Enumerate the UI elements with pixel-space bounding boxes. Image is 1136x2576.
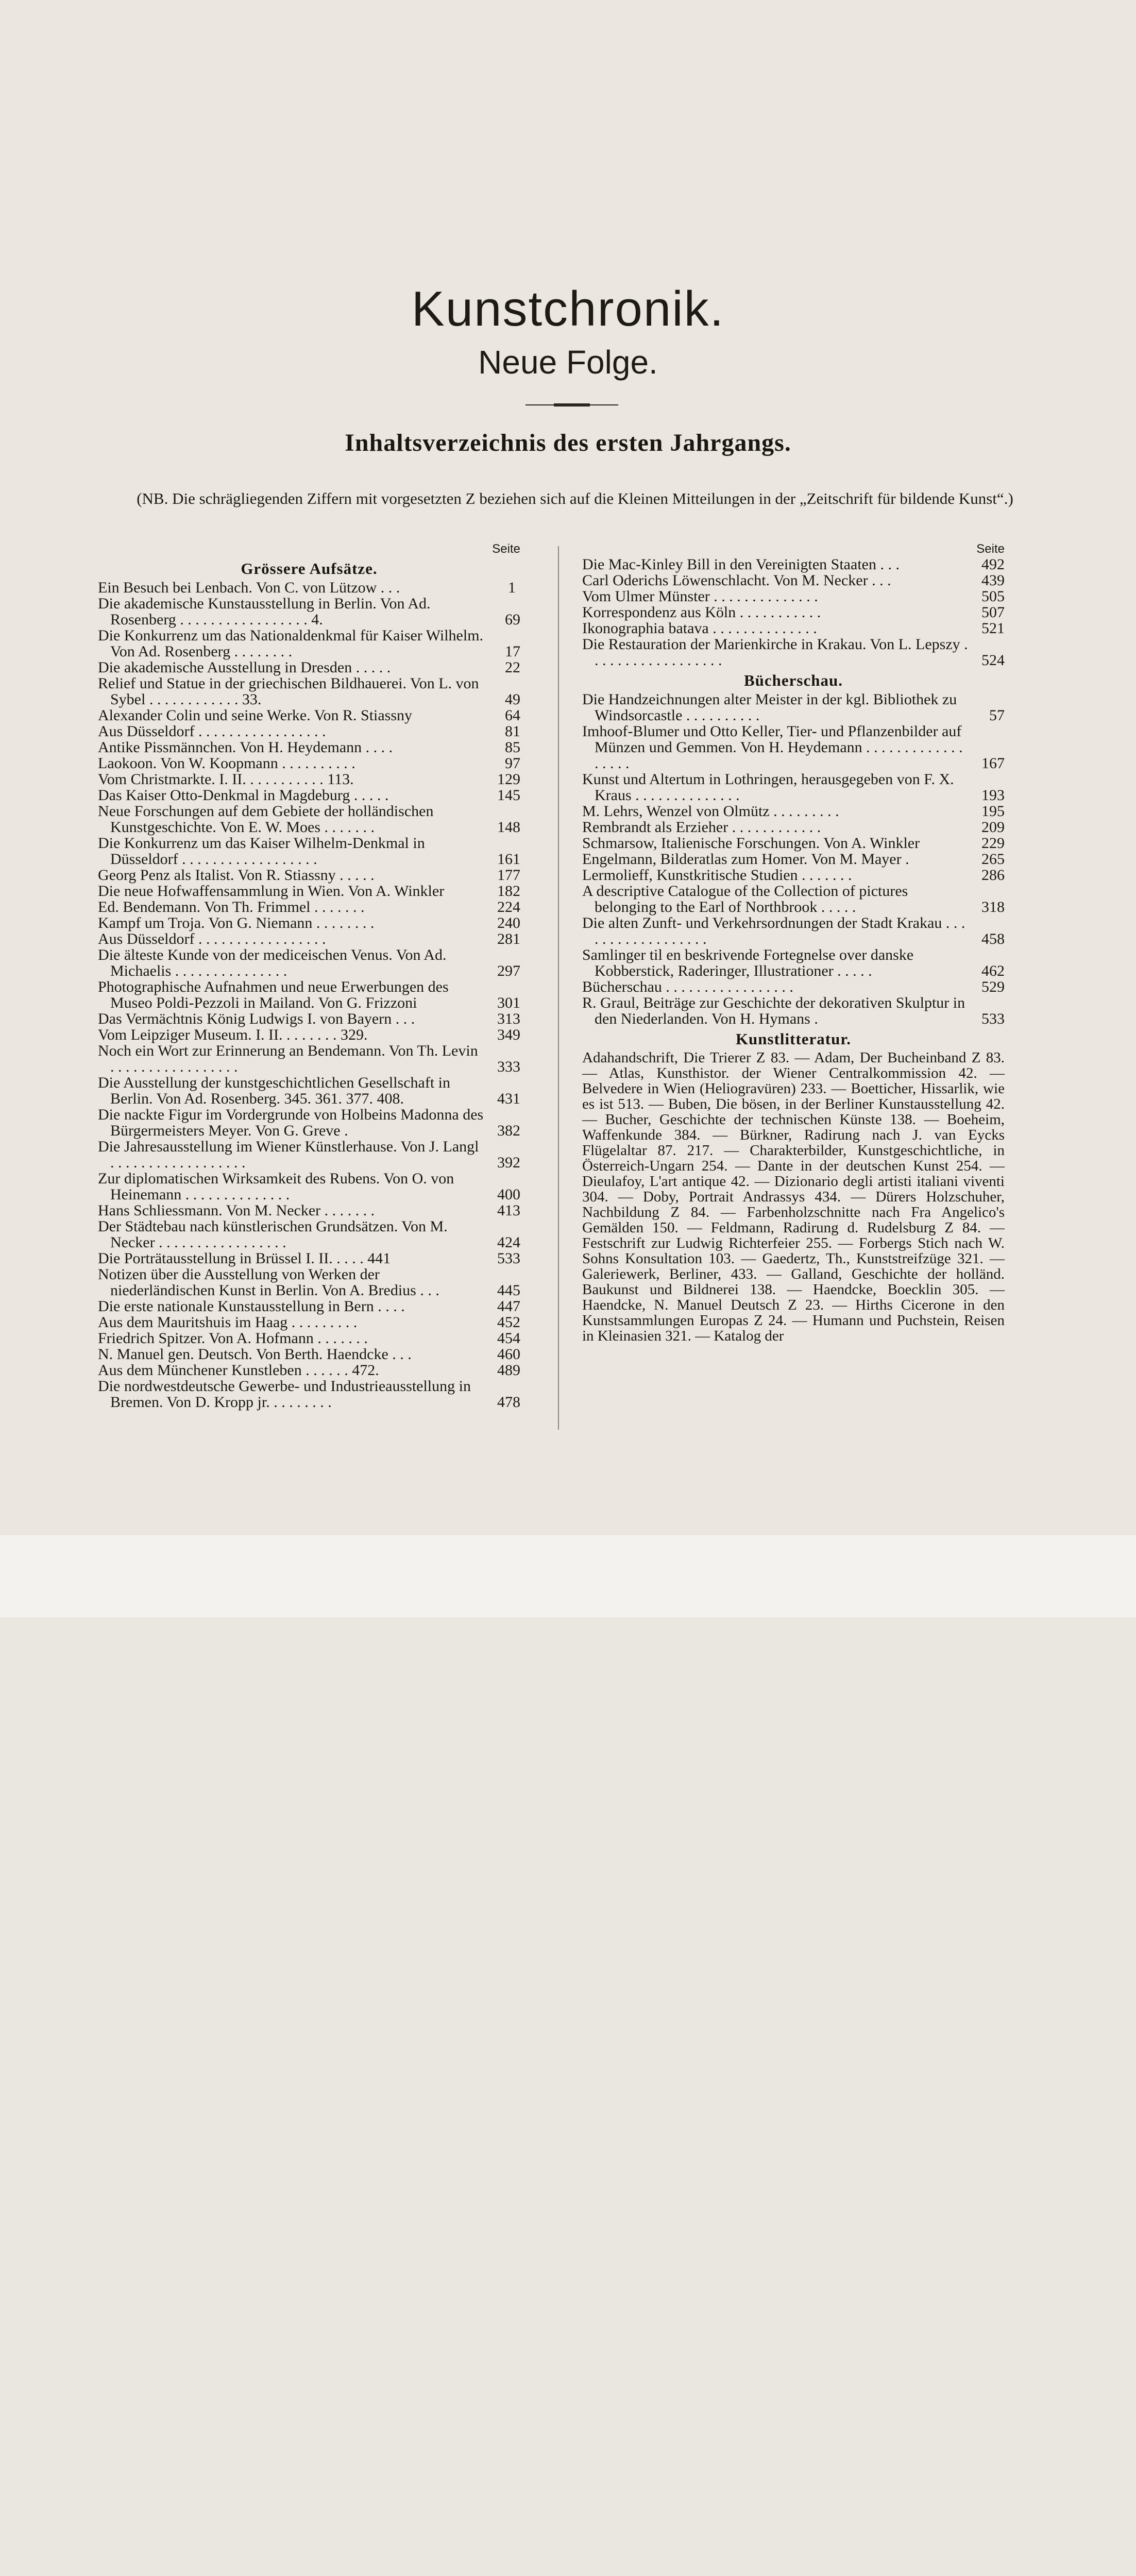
toc-entry (98, 1266, 520, 1298)
book-entry-list (582, 691, 1005, 1027)
entry-page-number: 349 (497, 1026, 520, 1043)
entry-title: Die akademische Ausstellung in Dresden . . . . . (98, 659, 391, 676)
entry-page-number: 413 (497, 1202, 520, 1219)
book-entry (582, 803, 1005, 819)
toc-entry (98, 723, 520, 739)
entry-title: Kampf um Troja. Von G. Niemann . . . . . . . . (98, 914, 375, 931)
toc-heading: Inhaltsverzeichnis des ersten Jahrgangs. (345, 429, 791, 456)
entry-title: Laokoon. Von W. Koopmann . . . . . . . . . . (98, 755, 355, 772)
entry-title: Georg Penz als Italist. Von R. Stiassny . . . . . (98, 867, 375, 884)
entry-title: Carl Oderichs Löwenschlacht. Von M. Necker . . . (582, 572, 891, 589)
entry-title: Die älteste Kunde von der mediceischen Venus. Von Ad. Michaelis . . . . . . . . . . . . . . . (98, 946, 447, 979)
entry-title: Vom Ulmer Münster . . . . . . . . . . . . . . (582, 588, 818, 605)
entry-title: Die akademische Kunstausstellung in Berlin. Von Ad. Rosenberg . . . . . . . . . . . . . . . . . 4. (98, 595, 431, 628)
book-entry (582, 851, 1005, 867)
entry-page-number: 454 (497, 1330, 520, 1347)
entry-page-number: 524 (981, 652, 1005, 669)
entry-title: Die Ausstellung der kunstgeschichtlichen Gesellschaft in Berlin. Von Ad. Rosenberg. 345. 361. 377. 408. (98, 1074, 451, 1107)
toc-note: (NB. Die schrägliegenden Ziffern mit vorgesetzten Z beziehen sich auf die Kleinen Mitteilungen in der „Zeitschrift für bildende Kunst“.) (137, 489, 1013, 507)
entry-page-number: 392 (497, 1154, 520, 1171)
book-entry (582, 915, 1005, 947)
entry-page-number: 313 (497, 1010, 520, 1027)
toc-entry (582, 604, 1005, 620)
toc-entry (98, 1330, 520, 1346)
toc-entry (98, 883, 520, 899)
entry-title: Schmarsow, Italienische Forschungen. Von A. Winkler (582, 835, 920, 852)
toc-entry (98, 787, 520, 803)
entry-page-number: 492 (981, 556, 1005, 573)
book-entry (582, 867, 1005, 883)
entry-title: Alexander Colin und seine Werke. Von R. Stiassny (98, 707, 413, 724)
toc-entry (98, 931, 520, 947)
entry-page-number: 49 (505, 691, 520, 708)
entry-page-number: 286 (981, 867, 1005, 884)
entry-title: Der Städtebau nach künstlerischen Grundsätzen. Von M. Necker . . . . . . . . . . . . . . . . . (98, 1218, 448, 1251)
entry-page-number: 529 (981, 978, 1005, 995)
toc-entry (98, 1250, 520, 1266)
book-entry (582, 819, 1005, 835)
entry-title: R. Graul, Beiträge zur Geschichte der dekorativen Skulptur in den Niederlanden. Von H. Hymans . (582, 994, 965, 1027)
right-column (582, 541, 1005, 1344)
entry-page-number: 505 (981, 588, 1005, 605)
entry-page-number: 533 (497, 1250, 520, 1267)
toc-entry (98, 979, 520, 1011)
entry-title: Neue Forschungen auf dem Gebiete der holländischen Kunstgeschichte. Von E. W. Moes . . . . . . . (98, 803, 434, 836)
entry-page-number: 161 (497, 851, 520, 868)
entry-title: Engelmann, Bilderatlas zum Homer. Von M. Mayer . (582, 851, 909, 868)
entry-page-number: 85 (505, 739, 520, 756)
entry-title: Imhoof-Blumer und Otto Keller, Tier- und Pflanzenbilder auf Münzen und Gemmen. Von H. Heydemann . . . . . . . . . . . . . . . . . . (582, 723, 963, 772)
entry-title: Ikonographia batava . . . . . . . . . . . . . . (582, 620, 817, 637)
entry-title: Noch ein Wort zur Erinnerung an Bendemann. Von Th. Levin . . . . . . . . . . . . . . . . . (98, 1042, 478, 1075)
entry-title: A descriptive Catalogue of the Collection of pictures belonging to the Earl of Northbrook . . . . . (582, 883, 908, 916)
entry-title: Samlinger til en beskrivende Fortegnelse over danske Kobberstick, Raderinger, Illustrationer . . . . . (582, 946, 914, 979)
entry-page-number: 57 (989, 707, 1005, 724)
entry-title: Friedrich Spitzer. Von A. Hofmann . . . . . . . (98, 1330, 368, 1347)
entry-page-number: 460 (497, 1346, 520, 1363)
toc-entry (582, 588, 1005, 604)
entry-page-number: 182 (497, 883, 520, 900)
section-heading-buecherschau: Bücherschau. (744, 671, 843, 689)
entry-title: Korrespondenz aus Köln . . . . . . . . . . . (582, 604, 821, 621)
entry-page-number: 462 (981, 962, 1005, 979)
journal-title: Kunstchronik. (411, 281, 725, 336)
toc-entry (98, 1346, 520, 1362)
entry-page-number: 129 (497, 771, 520, 788)
entry-title: Aus Düsseldorf . . . . . . . . . . . . . . . . . (98, 723, 326, 740)
entry-page-number: 382 (497, 1122, 520, 1139)
book-entry (582, 995, 1005, 1027)
entry-title: Lermolieff, Kunstkritische Studien . . . . . . . (582, 867, 852, 884)
toc-entry (98, 707, 520, 723)
toc-entry (98, 1314, 520, 1330)
toc-entry (98, 803, 520, 835)
entry-title: Das Kaiser Otto-Denkmal in Magdeburg . . . . . (98, 787, 389, 804)
entry-title: Relief und Statue in der griechischen Bildhauerei. Von L. von Sybel . . . . . . . . . . . . 33. (98, 675, 479, 708)
entry-page-number: 318 (981, 899, 1005, 916)
toc-entry (98, 1139, 520, 1171)
toc-entry (98, 915, 520, 931)
entry-title: Aus dem Mauritshuis im Haag . . . . . . . . . (98, 1314, 358, 1331)
right-entry-list (582, 556, 1005, 668)
entry-page-number: 97 (505, 755, 520, 772)
entry-page-number: 281 (497, 930, 520, 947)
toc-entry (582, 620, 1005, 636)
entry-title: Hans Schliessmann. Von M. Necker . . . . . . . (98, 1202, 375, 1219)
entry-page-number: 452 (497, 1314, 520, 1331)
title-rule-accent (554, 403, 590, 406)
entry-title: Die alten Zunft- und Verkehrsordnungen der Stadt Krakau . . . . . . . . . . . . . . . . . . (582, 914, 965, 947)
entry-page-number: 145 (497, 787, 520, 804)
toc-entry (98, 1027, 520, 1043)
book-entry (582, 723, 1005, 771)
entry-page-number: 177 (497, 867, 520, 884)
toc-entry (98, 1378, 520, 1410)
entry-page-number: 489 (497, 1362, 520, 1379)
book-entry (582, 771, 1005, 803)
entry-title: Die Konkurrenz um das Nationaldenkmal für Kaiser Wilhelm. Von Ad. Rosenberg . . . . . . . . (98, 627, 484, 660)
book-entry (582, 691, 1005, 723)
toc-entry (98, 1043, 520, 1075)
entry-title: Die nordwestdeutsche Gewerbe- und Industrieausstellung in Bremen. Von D. Kropp jr. . . . . . . . . (98, 1378, 471, 1411)
entry-page-number: 22 (505, 659, 520, 676)
entry-page-number: 193 (981, 787, 1005, 804)
entry-page-number: 400 (497, 1186, 520, 1203)
toc-entry (98, 675, 520, 707)
entry-title: Die Konkurrenz um das Kaiser Wilhelm-Denkmal in Düsseldorf . . . . . . . . . . . . . . . . . . (98, 835, 425, 868)
entry-page-number: 507 (981, 604, 1005, 621)
footer-bar (0, 1535, 1136, 1617)
toc-entry (98, 755, 520, 771)
entry-title: Photographische Aufnahmen und neue Erwerbungen des Museo Poldi-Pezzoli in Mailand. Von G. Frizzoni (98, 978, 449, 1011)
toc-entry: Ein Besuch bei Lenbach. Von C. von Lützow . . . 1 (98, 579, 516, 596)
entry-page-number: 478 (497, 1394, 520, 1411)
toc-entry (98, 596, 520, 628)
kunstlitteratur-text: Adahandschrift, Die Trierer Z 83. — Adam, Der Bucheinband Z 83. — Atlas, Kunsthistor. der Wiener Centralkommission 42. — Belvedere in Wien (Heliogravüren) 233. — Boetticher, Hissarlik, wie es ist 513. — Buben, Die bösen, in der Berliner Kunstausstellung 42. — Bucher, Geschichte der technischen Künste 138. — Boeheim, Waffenkunde 384. — Bürkner, Radirung nach J. van Eycks Flügelaltar 87. 217. — Charakterbilder, Kunstgeschichtliche, in Österreich-Ungarn 254. — Dante in der deutschen Kunst 254. — Dieulafoy, L'art antique 42. — Dizionario degli artisti italiani viventi 304. — Doby, Portrait Andrassys 434. — Dürers Holzschuher, Nachbildung Z 84. — Farbenholzschnitte nach Fra Angelico's Gemälden 150. — Feldmann, Radirung d. Rudelsburg Z 84. — Festschrift zur Ludwig Richterfeier 255. — Forbergs Stich nach W. Sohns Konsultation 103. — Gaedertz, Th., Kunststreifzüge 321. — Galeriewerk, Berliner, 433. — Galland, Geschichte der holländ. Baukunst und Bildnerei 138. — Haendcke, Boecklin 305. — Haendcke, N. Manuel Deutsch Z 23. — Hirths Cicerone in den Kunstsammlungen Europas Z 24. — Humann und Puchstein, Reisen in Kleinasien 321. — Katalog der (582, 1049, 1005, 1344)
book-entry (582, 947, 1005, 979)
entry-title: Kunst und Altertum in Lothringen, herausgegeben von F. X. Kraus . . . . . . . . . . . . . . (582, 771, 954, 804)
entry-title: Vom Christmarkte. I. II. . . . . . . . . . . 113. (98, 771, 354, 788)
entry-title: Notizen über die Ausstellung von Werken der niederländischen Kunst in Berlin. Von A. Bredius . . . (98, 1266, 439, 1299)
toc-entry (98, 1171, 520, 1202)
entry-title: Ein Besuch bei Lenbach. Von C. von Lützow . . . (98, 579, 400, 596)
entry-title: Aus dem Münchener Kunstleben . . . . . . 472. (98, 1362, 379, 1379)
toc-entry (98, 1202, 520, 1218)
entry-page-number: 69 (505, 611, 520, 628)
toc-entry (582, 556, 1005, 572)
toc-entry (582, 572, 1005, 588)
toc-entry (98, 659, 520, 675)
journal-subtitle: Neue Folge. (478, 344, 658, 381)
entry-page-number: 458 (981, 930, 1005, 947)
entry-page-number: 301 (497, 994, 520, 1011)
left-column (98, 541, 520, 1410)
entry-page-number: 209 (981, 819, 1005, 836)
entry-title: Die erste nationale Kunstausstellung in Bern . . . . (98, 1298, 405, 1315)
column-divider (558, 546, 559, 1430)
entry-page-number: 148 (497, 819, 520, 836)
entry-title: Die neue Hofwaffensammlung in Wien. Von A. Winkler (98, 883, 445, 900)
entry-title: Bücherschau . . . . . . . . . . . . . . . . . (582, 978, 793, 995)
entry-title: N. Manuel gen. Deutsch. Von Berth. Haendcke . . . (98, 1346, 412, 1363)
seite-label-left: Seite (492, 542, 520, 556)
toc-entry (98, 1011, 520, 1027)
toc-entry (98, 628, 520, 659)
toc-entry (98, 771, 520, 787)
entry-title: Die Restauration der Marienkirche in Krakau. Von L. Lepszy . . . . . . . . . . . . . . . . . . (582, 636, 968, 669)
toc-entry (98, 899, 520, 915)
entry-page-number: 447 (497, 1298, 520, 1315)
entry-page-number: 265 (981, 851, 1005, 868)
toc-entry (98, 1075, 520, 1107)
entry-title: Antike Pissmännchen. Von H. Heydemann . . . . (98, 739, 393, 756)
toc-entry (582, 636, 1005, 668)
entry-page-number: 439 (981, 572, 1005, 589)
entry-page-number: 297 (497, 962, 520, 979)
entry-title: M. Lehrs, Wenzel von Olmütz . . . . . . . . . (582, 803, 839, 820)
entry-title: Die Porträtausstellung in Brüssel I. II. . . . . 441 (98, 1250, 391, 1267)
toc-entry (98, 739, 520, 755)
entry-page-number: 64 (505, 707, 520, 724)
section-heading-aufsaetze: Grössere Aufsätze. (241, 560, 378, 578)
book-entry (582, 883, 1005, 915)
entry-page-number: 445 (497, 1282, 520, 1299)
entry-page-number: 195 (981, 803, 1005, 820)
entry-title: Die nackte Figur im Vordergrunde von Holbeins Madonna des Bürgermeisters Meyer. Von G. Greve . (98, 1106, 484, 1139)
entry-page-number: 224 (497, 899, 520, 916)
entry-page-number: 424 (497, 1234, 520, 1251)
toc-entry (98, 947, 520, 979)
entry-page-number: 229 (981, 835, 1005, 852)
entry-title: Ed. Bendemann. Von Th. Frimmel . . . . . . . (98, 899, 365, 916)
toc-entry (98, 1362, 520, 1378)
entry-page-number: 240 (497, 914, 520, 931)
entry-page-number: 167 (981, 755, 1005, 772)
entry-page-number: 431 (497, 1090, 520, 1107)
book-entry (582, 835, 1005, 851)
section-heading-kunstlitteratur: Kunstlitteratur. (735, 1030, 852, 1048)
seite-label-right: Seite (976, 542, 1005, 556)
toc-entry (98, 867, 520, 883)
entry-title: Das Vermächtnis König Ludwigs I. von Bayern . . . (98, 1010, 415, 1027)
entry-title: Die Handzeichnungen alter Meister in der kgl. Bibliothek zu Windsorcastle . . . . . . . . . . (582, 691, 957, 724)
entry-page-number: 521 (981, 620, 1005, 637)
entry-title: Aus Düsseldorf . . . . . . . . . . . . . . . . . (98, 930, 326, 947)
entry-title: Die Mac-Kinley Bill in den Vereinigten Staaten . . . (582, 556, 900, 573)
toc-entry (98, 835, 520, 867)
entry-page-number: 17 (505, 643, 520, 660)
entry-title: Vom Leipziger Museum. I. II. . . . . . . . 329. (98, 1026, 368, 1043)
book-entry (582, 979, 1005, 995)
left-entry-list (98, 580, 520, 1410)
toc-entry (98, 1218, 520, 1250)
entry-title: Die Jahresausstellung im Wiener Künstlerhause. Von J. Langl . . . . . . . . . . . . . . . . . . (98, 1138, 479, 1171)
toc-entry (98, 1298, 520, 1314)
entry-page-number: 81 (505, 723, 520, 740)
entry-page-number: 533 (981, 1010, 1005, 1027)
toc-entry (98, 1107, 520, 1139)
entry-title: Zur diplomatischen Wirksamkeit des Rubens. Von O. von Heinemann . . . . . . . . . . . . . . (98, 1170, 454, 1203)
entry-page-number: 333 (497, 1058, 520, 1075)
entry-title: Rembrandt als Erzieher . . . . . . . . . . . . (582, 819, 821, 836)
